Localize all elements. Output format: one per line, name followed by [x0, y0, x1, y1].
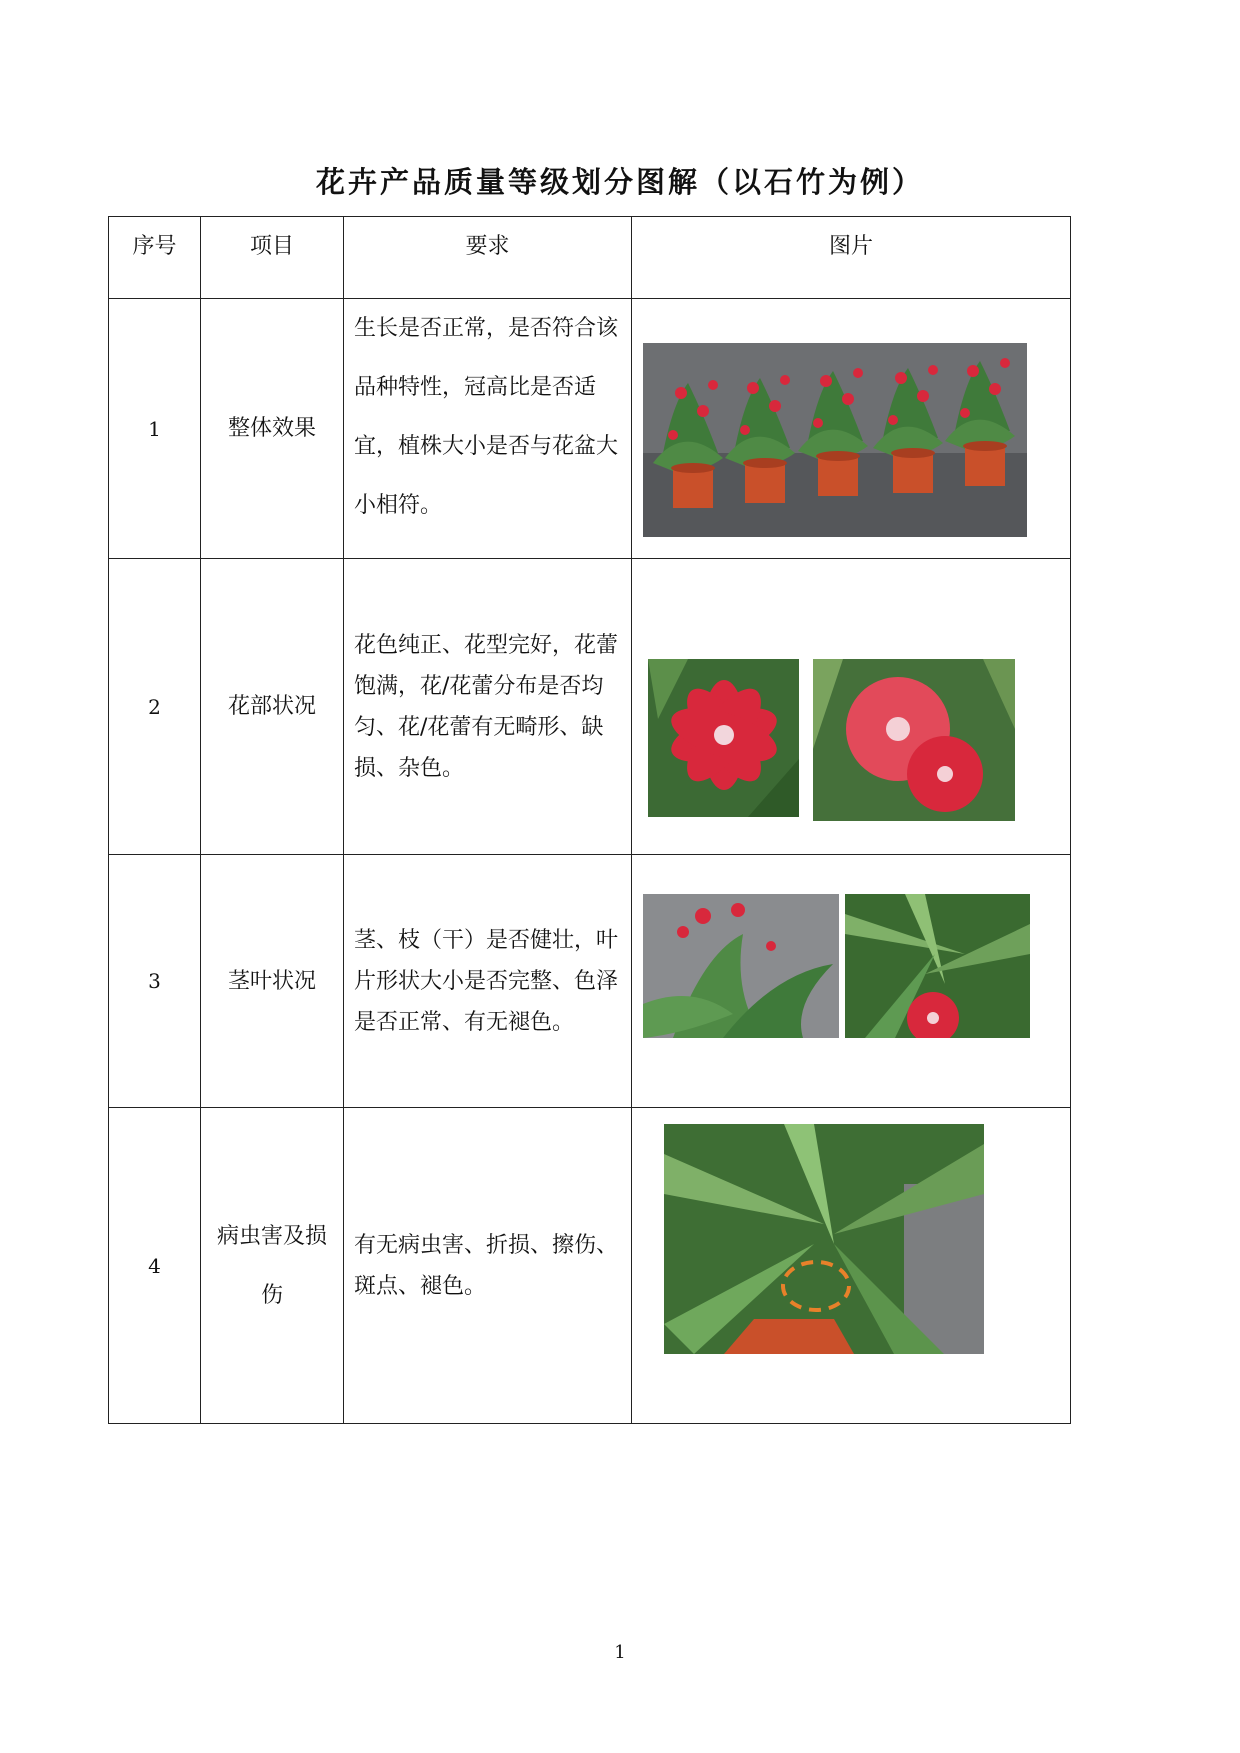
table-row — [109, 299, 1071, 559]
double-flower-photo — [813, 659, 1015, 821]
row-seq: 1 — [109, 299, 201, 559]
row-seq: 2 — [109, 559, 201, 855]
stem-foliage-photo — [643, 894, 839, 1038]
table-header-row — [109, 217, 1071, 299]
single-flower-photo — [648, 659, 799, 817]
header-pic: 图片 — [632, 217, 1071, 299]
potted-dianthus-photo — [643, 343, 1027, 537]
page-number: 1 — [614, 1642, 626, 1663]
table-row — [109, 559, 1071, 855]
row-picture-cell — [632, 299, 1071, 559]
pest-damage-photo — [664, 1124, 984, 1354]
header-item: 项目 — [201, 217, 344, 299]
header-req: 要求 — [344, 217, 632, 299]
leaf-closeup-photo — [845, 894, 1030, 1038]
table-row — [109, 855, 1071, 1108]
row-picture-cell — [632, 559, 1071, 855]
table-row — [109, 1108, 1071, 1424]
row-requirement: 茎、枝（干）是否健壮，叶片形状大小是否完整、色泽是否正常、有无褪色。 — [344, 855, 632, 1108]
row-seq: 3 — [109, 855, 201, 1108]
row-item: 整体效果 — [201, 299, 344, 559]
row-picture-cell — [632, 855, 1071, 1108]
row-item: 茎叶状况 — [201, 855, 344, 1108]
row-requirement: 花色纯正、花型完好，花蕾饱满，花/花蕾分布是否均匀、花/花蕾有无畸形、缺损、杂色。 — [344, 559, 632, 855]
row-seq: 4 — [109, 1108, 201, 1424]
quality-grade-table — [108, 216, 1071, 1424]
header-seq: 序号 — [109, 217, 201, 299]
row-picture-cell — [632, 1108, 1071, 1424]
row-requirement: 有无病虫害、折损、擦伤、斑点、褪色。 — [344, 1108, 632, 1424]
page-title: 花卉产品质量等级划分图解（以石竹为例） — [315, 165, 924, 199]
row-item: 花部状况 — [201, 559, 344, 855]
row-item: 病虫害及损伤 — [201, 1108, 344, 1424]
row-requirement: 生长是否正常，是否符合该品种特性，冠高比是否适宜，植株大小是否与花盆大小相符。 — [344, 299, 632, 559]
